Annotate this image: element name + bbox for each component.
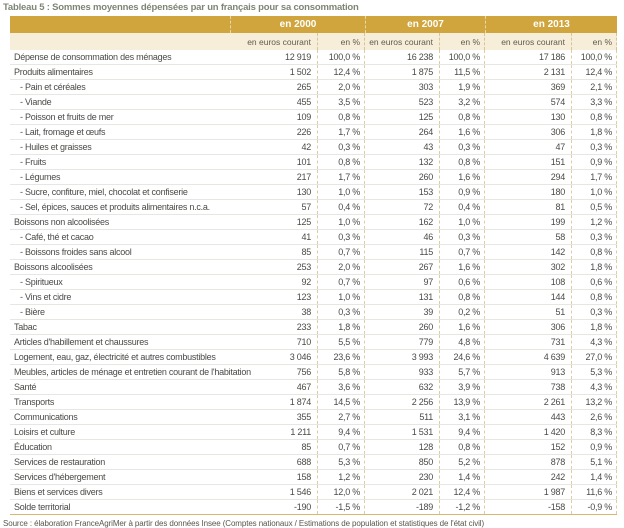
cell-euros-2013: 1 420 [485, 425, 572, 439]
cell-euros-2013: 180 [485, 185, 572, 199]
table-row [10, 485, 617, 500]
row-label: Boissons non alcoolisées [14, 217, 110, 227]
year-header-band [10, 16, 617, 33]
row-label: - Sel, épices, sauces et produits alimentaires n.c.a. [20, 202, 210, 212]
cell-pct-2007: 12,4 % [440, 485, 485, 499]
cell-pct-2000: 1,8 % [318, 320, 365, 334]
page [0, 2, 624, 528]
row-label: Tabac [14, 322, 37, 332]
cell-euros-2007: 2 256 [365, 395, 440, 409]
table-row [10, 110, 617, 125]
row-label: Dépense de consommation des ménages [14, 52, 172, 62]
cell-euros-2000: 38 [230, 305, 318, 319]
cell-euros-2013: 242 [485, 470, 572, 484]
cell-euros-2013: 58 [485, 230, 572, 244]
cell-pct-2007: 0,8 % [440, 110, 485, 124]
cell-pct-2013: 11,6 % [572, 485, 617, 499]
cell-euros-2007: 260 [365, 170, 440, 184]
cell-pct-2013: 0,9 % [572, 440, 617, 454]
cell-euros-2013: 199 [485, 215, 572, 229]
row-label: Santé [14, 382, 37, 392]
table-row [10, 305, 617, 320]
cell-pct-2007: 100,0 % [440, 50, 485, 64]
cell-pct-2007: 0,8 % [440, 440, 485, 454]
cell-pct-2007: 1,6 % [440, 320, 485, 334]
cell-euros-2000: 467 [230, 380, 318, 394]
cell-pct-2013: 0,3 % [572, 305, 617, 319]
table-row [10, 95, 617, 110]
cell-euros-2000: -190 [230, 500, 318, 514]
cell-pct-2013: 0,8 % [572, 245, 617, 259]
cell-euros-2007: 230 [365, 470, 440, 484]
cell-pct-2013: 1,8 % [572, 320, 617, 334]
cell-pct-2013: -0,9 % [572, 500, 617, 514]
subheader-pct-2013: en % [572, 33, 617, 50]
table-row [10, 200, 617, 215]
cell-euros-2000: 253 [230, 260, 318, 274]
row-label: - Viande [20, 97, 52, 107]
cell-euros-2007: 933 [365, 365, 440, 379]
cell-pct-2000: 12,4 % [318, 65, 365, 79]
cell-euros-2013: 17 186 [485, 50, 572, 64]
cell-euros-2007: 1 531 [365, 425, 440, 439]
row-label: Logement, eau, gaz, électricité et autres combustibles [14, 352, 216, 362]
subheader-euros-2013: en euros courant [485, 33, 572, 50]
subheader-pct-2007: en % [440, 33, 485, 50]
row-label: Boissons alcoolisées [14, 262, 93, 272]
row-label: Biens et services divers [14, 487, 103, 497]
cell-euros-2013: -158 [485, 500, 572, 514]
cell-euros-2007: 128 [365, 440, 440, 454]
year-header-2007: en 2007 [365, 16, 485, 33]
cell-euros-2007: 1 875 [365, 65, 440, 79]
table-row [10, 380, 617, 395]
cell-pct-2000: 0,7 % [318, 275, 365, 289]
cell-euros-2013: 108 [485, 275, 572, 289]
cell-euros-2007: 523 [365, 95, 440, 109]
table-row [10, 245, 617, 260]
cell-euros-2000: 12 919 [230, 50, 318, 64]
cell-pct-2013: 8,3 % [572, 425, 617, 439]
cell-euros-2007: 72 [365, 200, 440, 214]
table-row [10, 65, 617, 80]
table-row [10, 395, 617, 410]
cell-euros-2007: 2 021 [365, 485, 440, 499]
cell-pct-2013: 5,1 % [572, 455, 617, 469]
table-row [10, 275, 617, 290]
table-row [10, 230, 617, 245]
cell-pct-2013: 13,2 % [572, 395, 617, 409]
cell-pct-2000: -1,5 % [318, 500, 365, 514]
cell-pct-2000: 2,0 % [318, 260, 365, 274]
cell-euros-2000: 217 [230, 170, 318, 184]
cell-pct-2000: 0,8 % [318, 110, 365, 124]
cell-pct-2007: 3,9 % [440, 380, 485, 394]
cell-pct-2000: 9,4 % [318, 425, 365, 439]
cell-pct-2007: 13,9 % [440, 395, 485, 409]
cell-pct-2007: 11,5 % [440, 65, 485, 79]
cell-euros-2013: 142 [485, 245, 572, 259]
table-body [10, 50, 617, 514]
cell-pct-2000: 12,0 % [318, 485, 365, 499]
cell-pct-2013: 3,3 % [572, 95, 617, 109]
cell-pct-2013: 100,0 % [572, 50, 617, 64]
cell-pct-2013: 1,8 % [572, 260, 617, 274]
cell-euros-2000: 92 [230, 275, 318, 289]
cell-pct-2007: 1,6 % [440, 260, 485, 274]
cell-euros-2007: 16 238 [365, 50, 440, 64]
cell-euros-2007: 511 [365, 410, 440, 424]
cell-euros-2007: 46 [365, 230, 440, 244]
cell-euros-2000: 158 [230, 470, 318, 484]
cell-pct-2013: 2,1 % [572, 80, 617, 94]
cell-euros-2013: 51 [485, 305, 572, 319]
cell-euros-2000: 41 [230, 230, 318, 244]
cell-pct-2007: 3,2 % [440, 95, 485, 109]
cell-pct-2007: 5,2 % [440, 455, 485, 469]
cell-pct-2000: 1,2 % [318, 470, 365, 484]
row-label: - Sucre, confiture, miel, chocolat et confiserie [20, 187, 188, 197]
cell-euros-2000: 101 [230, 155, 318, 169]
cell-pct-2000: 5,5 % [318, 335, 365, 349]
cell-pct-2007: 0,7 % [440, 245, 485, 259]
table-row [10, 365, 617, 380]
cell-pct-2000: 1,0 % [318, 290, 365, 304]
cell-euros-2013: 369 [485, 80, 572, 94]
cell-euros-2007: 43 [365, 140, 440, 154]
cell-pct-2000: 1,0 % [318, 215, 365, 229]
cell-euros-2007: 97 [365, 275, 440, 289]
cell-euros-2007: 132 [365, 155, 440, 169]
cell-euros-2000: 710 [230, 335, 318, 349]
cell-pct-2007: 0,8 % [440, 290, 485, 304]
table-row [10, 215, 617, 230]
cell-pct-2007: 1,6 % [440, 170, 485, 184]
cell-euros-2013: 294 [485, 170, 572, 184]
cell-pct-2013: 1,0 % [572, 185, 617, 199]
cell-euros-2007: 125 [365, 110, 440, 124]
cell-pct-2000: 0,7 % [318, 245, 365, 259]
cell-pct-2007: 0,9 % [440, 185, 485, 199]
cell-pct-2007: 4,8 % [440, 335, 485, 349]
row-label: Solde territorial [14, 502, 71, 512]
cell-euros-2007: 131 [365, 290, 440, 304]
cell-euros-2013: 4 639 [485, 350, 572, 364]
cell-euros-2000: 85 [230, 440, 318, 454]
row-label: Services de restauration [14, 457, 106, 467]
table-row [10, 50, 617, 65]
cell-pct-2013: 1,2 % [572, 215, 617, 229]
cell-pct-2000: 2,7 % [318, 410, 365, 424]
cell-pct-2007: 5,7 % [440, 365, 485, 379]
cell-euros-2000: 756 [230, 365, 318, 379]
cell-euros-2000: 265 [230, 80, 318, 94]
row-label: Meubles, articles de ménage et entretien courant de l'habitation [14, 367, 251, 377]
row-label: Services d'hébergement [14, 472, 106, 482]
table-row [10, 500, 617, 514]
cell-euros-2013: 913 [485, 365, 572, 379]
row-label: - Poisson et fruits de mer [20, 112, 114, 122]
row-label: - Boissons froides sans alcool [20, 247, 132, 257]
year-header-2000: en 2000 [230, 16, 365, 33]
table-row [10, 425, 617, 440]
cell-pct-2007: 0,3 % [440, 140, 485, 154]
row-label: Transports [14, 397, 55, 407]
year-header-2013: en 2013 [485, 16, 617, 33]
row-label: - Légumes [20, 172, 61, 182]
cell-euros-2013: 738 [485, 380, 572, 394]
cell-euros-2000: 109 [230, 110, 318, 124]
cell-euros-2000: 57 [230, 200, 318, 214]
cell-pct-2013: 0,9 % [572, 155, 617, 169]
row-label: Loisirs et culture [14, 427, 76, 437]
cell-pct-2013: 2,6 % [572, 410, 617, 424]
cell-euros-2013: 731 [485, 335, 572, 349]
source-note: Source : élaboration FranceAgriMer à partir des données Insee (Comptes nationaux / Estimations de population et statistiques de l'état civil) [3, 519, 485, 528]
table-row [10, 410, 617, 425]
cell-euros-2000: 1 874 [230, 395, 318, 409]
cell-pct-2013: 0,3 % [572, 140, 617, 154]
table-row [10, 170, 617, 185]
cell-pct-2000: 3,6 % [318, 380, 365, 394]
cell-pct-2000: 5,3 % [318, 455, 365, 469]
cell-pct-2000: 5,8 % [318, 365, 365, 379]
cell-pct-2000: 1,0 % [318, 185, 365, 199]
subheader-pct-2000: en % [318, 33, 365, 50]
cell-pct-2000: 0,3 % [318, 305, 365, 319]
row-label: - Café, thé et cacao [20, 232, 94, 242]
cell-pct-2013: 4,3 % [572, 335, 617, 349]
cell-euros-2013: 81 [485, 200, 572, 214]
cell-euros-2007: 267 [365, 260, 440, 274]
cell-pct-2000: 0,7 % [318, 440, 365, 454]
row-label: Communications [14, 412, 78, 422]
cell-euros-2007: 260 [365, 320, 440, 334]
subheader-euros-2007: en euros courant [365, 33, 440, 50]
cell-pct-2007: 24,6 % [440, 350, 485, 364]
cell-euros-2013: 306 [485, 125, 572, 139]
cell-pct-2000: 100,0 % [318, 50, 365, 64]
cell-euros-2000: 1 546 [230, 485, 318, 499]
table-row [10, 455, 617, 470]
cell-pct-2013: 5,3 % [572, 365, 617, 379]
cell-euros-2013: 144 [485, 290, 572, 304]
cell-euros-2007: 153 [365, 185, 440, 199]
cell-euros-2000: 123 [230, 290, 318, 304]
cell-euros-2000: 85 [230, 245, 318, 259]
table-row [10, 125, 617, 140]
cell-pct-2007: 0,8 % [440, 155, 485, 169]
cell-pct-2007: 3,1 % [440, 410, 485, 424]
row-label: Éducation [14, 442, 52, 452]
cell-euros-2013: 151 [485, 155, 572, 169]
cell-pct-2000: 0,4 % [318, 200, 365, 214]
consumption-table [10, 16, 617, 515]
cell-euros-2000: 1 502 [230, 65, 318, 79]
cell-euros-2000: 1 211 [230, 425, 318, 439]
cell-euros-2013: 2 261 [485, 395, 572, 409]
cell-pct-2007: 9,4 % [440, 425, 485, 439]
cell-pct-2007: 0,4 % [440, 200, 485, 214]
cell-euros-2007: 303 [365, 80, 440, 94]
cell-pct-2013: 12,4 % [572, 65, 617, 79]
table-row [10, 335, 617, 350]
cell-euros-2007: -189 [365, 500, 440, 514]
cell-pct-2007: 1,4 % [440, 470, 485, 484]
column-subheader-row [10, 33, 617, 50]
cell-pct-2007: 0,2 % [440, 305, 485, 319]
table-row [10, 290, 617, 305]
cell-euros-2013: 443 [485, 410, 572, 424]
cell-euros-2000: 355 [230, 410, 318, 424]
cell-pct-2007: 1,0 % [440, 215, 485, 229]
cell-euros-2000: 233 [230, 320, 318, 334]
cell-pct-2000: 2,0 % [318, 80, 365, 94]
row-label: - Fruits [20, 157, 46, 167]
row-label: - Lait, fromage et œufs [20, 127, 106, 137]
cell-pct-2007: 1,6 % [440, 125, 485, 139]
cell-pct-2000: 1,7 % [318, 170, 365, 184]
cell-euros-2013: 302 [485, 260, 572, 274]
cell-euros-2000: 125 [230, 215, 318, 229]
cell-pct-2000: 0,8 % [318, 155, 365, 169]
cell-euros-2000: 3 046 [230, 350, 318, 364]
cell-pct-2000: 14,5 % [318, 395, 365, 409]
row-label: Articles d'habillement et chaussures [14, 337, 149, 347]
row-label: - Bière [20, 307, 45, 317]
table-row [10, 350, 617, 365]
cell-pct-2013: 1,8 % [572, 125, 617, 139]
row-label: Produits alimentaires [14, 67, 93, 77]
table-row [10, 470, 617, 485]
cell-pct-2000: 23,6 % [318, 350, 365, 364]
table-row [10, 155, 617, 170]
cell-euros-2007: 632 [365, 380, 440, 394]
cell-euros-2007: 115 [365, 245, 440, 259]
cell-euros-2000: 688 [230, 455, 318, 469]
cell-pct-2013: 0,5 % [572, 200, 617, 214]
cell-pct-2007: 0,6 % [440, 275, 485, 289]
cell-euros-2007: 162 [365, 215, 440, 229]
cell-euros-2000: 130 [230, 185, 318, 199]
cell-pct-2013: 4,3 % [572, 380, 617, 394]
table-row [10, 260, 617, 275]
cell-pct-2013: 1,7 % [572, 170, 617, 184]
cell-euros-2013: 152 [485, 440, 572, 454]
cell-euros-2000: 42 [230, 140, 318, 154]
cell-pct-2007: 1,9 % [440, 80, 485, 94]
row-label: - Pain et céréales [20, 82, 86, 92]
cell-pct-2007: -1,2 % [440, 500, 485, 514]
cell-pct-2013: 0,6 % [572, 275, 617, 289]
cell-pct-2013: 1,4 % [572, 470, 617, 484]
table-row [10, 320, 617, 335]
cell-euros-2013: 2 131 [485, 65, 572, 79]
cell-euros-2007: 39 [365, 305, 440, 319]
page-title: Tableau 5 : Sommes moyennes dépensées par un français pour sa consommation [3, 2, 359, 13]
cell-euros-2013: 47 [485, 140, 572, 154]
subheader-euros-2000: en euros courant [230, 33, 318, 50]
table-row [10, 185, 617, 200]
table-row [10, 140, 617, 155]
cell-euros-2007: 850 [365, 455, 440, 469]
cell-pct-2007: 0,3 % [440, 230, 485, 244]
cell-pct-2013: 0,3 % [572, 230, 617, 244]
cell-euros-2007: 3 993 [365, 350, 440, 364]
cell-pct-2000: 3,5 % [318, 95, 365, 109]
cell-euros-2013: 130 [485, 110, 572, 124]
cell-pct-2000: 0,3 % [318, 230, 365, 244]
cell-euros-2013: 1 987 [485, 485, 572, 499]
cell-pct-2013: 0,8 % [572, 290, 617, 304]
row-label: - Huiles et graisses [20, 142, 92, 152]
cell-euros-2007: 264 [365, 125, 440, 139]
cell-euros-2000: 226 [230, 125, 318, 139]
table-row [10, 80, 617, 95]
row-label: - Vins et cidre [20, 292, 72, 302]
cell-euros-2013: 306 [485, 320, 572, 334]
cell-pct-2013: 27,0 % [572, 350, 617, 364]
row-label: - Spiritueux [20, 277, 63, 287]
cell-euros-2013: 574 [485, 95, 572, 109]
cell-pct-2013: 0,8 % [572, 110, 617, 124]
cell-euros-2013: 878 [485, 455, 572, 469]
cell-pct-2000: 0,3 % [318, 140, 365, 154]
cell-pct-2000: 1,7 % [318, 125, 365, 139]
table-row [10, 440, 617, 455]
cell-euros-2007: 779 [365, 335, 440, 349]
cell-euros-2000: 455 [230, 95, 318, 109]
